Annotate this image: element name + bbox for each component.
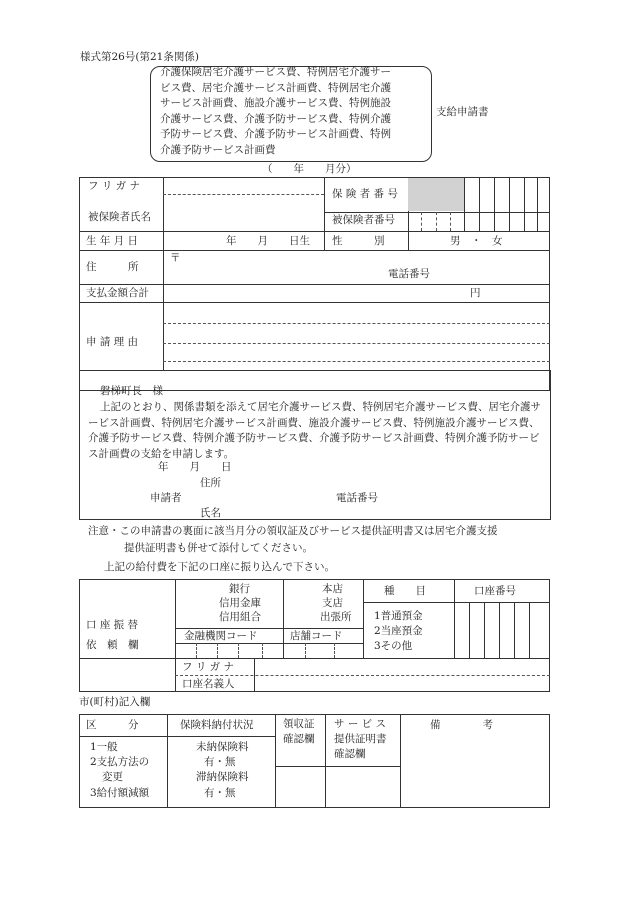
title-line: 介護サービス費、介護予防サービス費、特例介護 [160, 112, 391, 125]
bank-type: 信用組合 [219, 611, 261, 623]
dob-value: 年 月 日生 [226, 235, 310, 247]
account-kind-option: 3その他 [374, 640, 413, 652]
form-number: 様式第26号(第21条関係) [80, 51, 199, 63]
kubun-item: 変更 [102, 771, 123, 783]
col-service: 提供証明書 [334, 733, 387, 745]
title-line: 介護保険居宅介護サービス費、特例居宅介護サー [160, 66, 391, 78]
declaration-date: 年 月 日 [158, 461, 232, 473]
kubun-item: 1一般 [90, 741, 118, 753]
branch-type: 出張所 [320, 611, 352, 623]
premium-item: 未納保険料 [196, 741, 249, 753]
premium-item: 有・無 [204, 756, 236, 768]
postal-mark: 〒 [170, 252, 181, 264]
note-line-2: 提供証明書も併せて添付してください。 [124, 542, 313, 554]
amount-label: 支払金額合計 [86, 287, 149, 299]
title-suffix: 支給申請書 [436, 106, 489, 118]
bank-section-label-1: 口 座 振 替 [86, 619, 139, 631]
bank-code-label: 金融機関コード [184, 630, 258, 642]
transfer-text: 上記の給付費を下記の口座に振り込んで下さい。 [104, 561, 335, 573]
insurer-no-label: 保 険 者 番 号 [332, 188, 398, 200]
declaration-address-label: 住所 [200, 477, 221, 489]
account-kind-label: 種 目 [384, 585, 426, 597]
insurer-no-shaded [408, 178, 464, 211]
period: （ 年 月分） [262, 163, 357, 175]
applicant-label: 申請者 [150, 492, 182, 504]
declaration-name-label: 氏名 [200, 507, 221, 519]
premium-item: 滞納保険料 [196, 771, 249, 783]
account-holder-label: 口座名義人 [182, 678, 235, 690]
title-brace-text [160, 67, 391, 160]
bank-type: 銀行 [229, 583, 250, 595]
branch-code-label: 店舗コード [290, 630, 343, 642]
branch-type: 本店 [322, 583, 343, 595]
premium-item: 有・無 [204, 787, 236, 799]
title-line: 予防サービス費、介護予防サービス計画費、特例 [160, 128, 391, 140]
bank-type: 信用金庫 [219, 597, 261, 609]
account-kind-option: 1普通預金 [374, 610, 423, 622]
declaration-phone-label: 電話番号 [336, 492, 378, 504]
note-line-1: 注意・この申請書の裏面に該当月分の領収証及びサービス提供証明書又は居宅介護支援 [88, 525, 498, 537]
furigana-label: フ リ ガ ナ [88, 180, 141, 192]
declaration-body: 上記のとおり、関係書類を添えて居宅介護サービス費、特例居宅介護サービス費、居宅介護サービス計画費、特例居宅介護サービス計画費、施設介護サービス費、特例施設介護サービス費、介護予防サービス費、特例介護予防サービス費、介護予防サービス計画費、特例介護予防サービス計画費の支給を申請します。 [88, 401, 541, 460]
kubun-item: 3給付額減額 [90, 787, 150, 799]
kubun-item: 2支払方法の [90, 756, 150, 768]
insured-name-label: 被保険者氏名 [88, 211, 151, 223]
col-service: 確認欄 [334, 748, 366, 760]
bank-section-label-2: 依 頼 欄 [86, 639, 139, 651]
account-furigana-label: フ リ ガ ナ [182, 661, 235, 673]
title-line: 介護予防サービス計画費 [160, 143, 276, 156]
title-line: サービス計画費、施設介護サービス費、特例施設 [160, 97, 391, 109]
address-label: 住 所 [86, 261, 139, 273]
col-receipt: 領収証 [283, 718, 315, 730]
col-remarks: 備 考 [430, 719, 493, 731]
amount-unit: 円 [470, 287, 481, 299]
account-kind-option: 2当座預金 [374, 625, 423, 637]
dob-label: 生 年 月 日 [86, 235, 139, 247]
title-line: ビス費、居宅介護サービス計画費、特例居宅介護 [160, 81, 391, 94]
col-receipt: 確認欄 [283, 733, 315, 745]
phone-label: 電話番号 [388, 268, 430, 280]
sex-label: 性 別 [332, 235, 385, 247]
col-service: サ ー ビ ス [334, 718, 387, 730]
col-premium: 保険料納付状況 [180, 719, 254, 731]
sex-value: 男 ・ 女 [450, 235, 503, 247]
municipal-section-label: 市(町村)記入欄 [79, 696, 151, 708]
reason-label: 申 請 理 由 [86, 336, 139, 348]
col-kubun: 区 分 [86, 719, 139, 731]
insured-no-label: 被保険者番号 [332, 214, 395, 226]
account-no-label: 口座番号 [474, 585, 516, 597]
addressee: 磐梯町長 様 [100, 385, 163, 397]
branch-type: 支店 [322, 597, 343, 609]
